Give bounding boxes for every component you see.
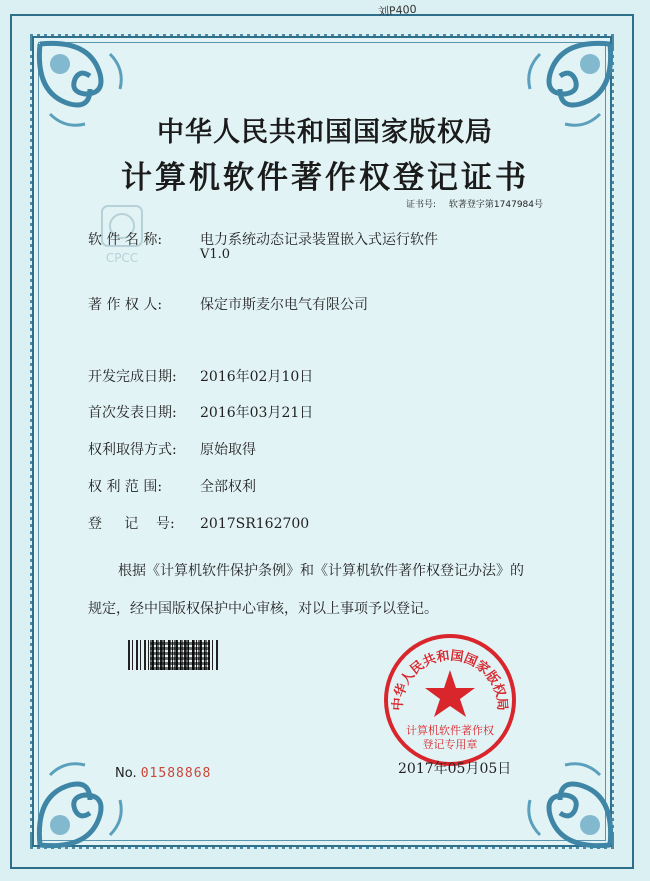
field-label: 著 作 权 人: xyxy=(88,297,163,313)
watermark-text: CPCC xyxy=(105,251,139,265)
serial-number xyxy=(115,766,211,781)
statement-line-2: 规定，经中国版权保护中心审核，对以上事项予以登记。 xyxy=(88,601,438,617)
certificate-number-value: 软著登字第1747984号 xyxy=(448,200,544,210)
certificate-number xyxy=(406,197,553,210)
field-label: 权利取得方式: xyxy=(88,442,177,458)
field-dev-complete-date xyxy=(88,366,313,386)
field-label: 软 件 名 称: xyxy=(88,232,163,248)
field-registration-no xyxy=(88,513,309,533)
field-owner xyxy=(88,294,368,314)
field-value: 2017SR162700 xyxy=(200,516,310,532)
certificate-title: 计算机软件著作权登记证书 xyxy=(121,160,529,196)
field-label: 登 记 号: xyxy=(88,516,175,532)
field-value: 2016年03月21日 xyxy=(200,405,314,421)
field-first-publish-date xyxy=(88,402,313,422)
corner-ornament-icon xyxy=(510,745,620,855)
field-value: 保定市斯麦尔电气有限公司 xyxy=(200,297,368,313)
field-value: 电力系统动态记录装置嵌入式运行软件 xyxy=(200,232,438,248)
seal-ring-text: 中华人民共和国国家版权局 xyxy=(390,648,510,712)
qr-code-icon xyxy=(150,640,210,670)
field-label: 首次发表日期: xyxy=(88,405,177,421)
field-software-name xyxy=(88,229,438,249)
field-rights-scope xyxy=(88,476,256,496)
corner-ornament-icon xyxy=(30,745,140,855)
statement-line-1: 根据《计算机软件保护条例》和《计算机软件著作权登记办法》的 xyxy=(118,563,524,579)
field-label: 权 利 范 围: xyxy=(88,479,163,495)
handwritten-note: 刘P400 xyxy=(377,2,418,19)
official-seal-icon xyxy=(380,630,520,770)
issuer-title: 中华人民共和国国家版权局 xyxy=(157,117,493,148)
certificate-number-label: 证书号: xyxy=(406,200,437,210)
issue-date: 2017年05月05日 xyxy=(398,761,512,777)
serial-label: No. xyxy=(115,766,137,781)
field-label: 开发完成日期: xyxy=(88,369,177,385)
field-value: 全部权利 xyxy=(200,479,256,495)
field-value: 原始取得 xyxy=(200,442,256,458)
field-acquisition-method xyxy=(88,439,256,459)
serial-value: 01588868 xyxy=(140,766,212,781)
seal-inner-line1: 计算机软件著作权 xyxy=(406,724,494,737)
field-value: 2016年02月10日 xyxy=(200,369,314,385)
software-version: V1.0 xyxy=(200,247,231,262)
seal-inner-line2: 登记专用章 xyxy=(422,738,478,751)
